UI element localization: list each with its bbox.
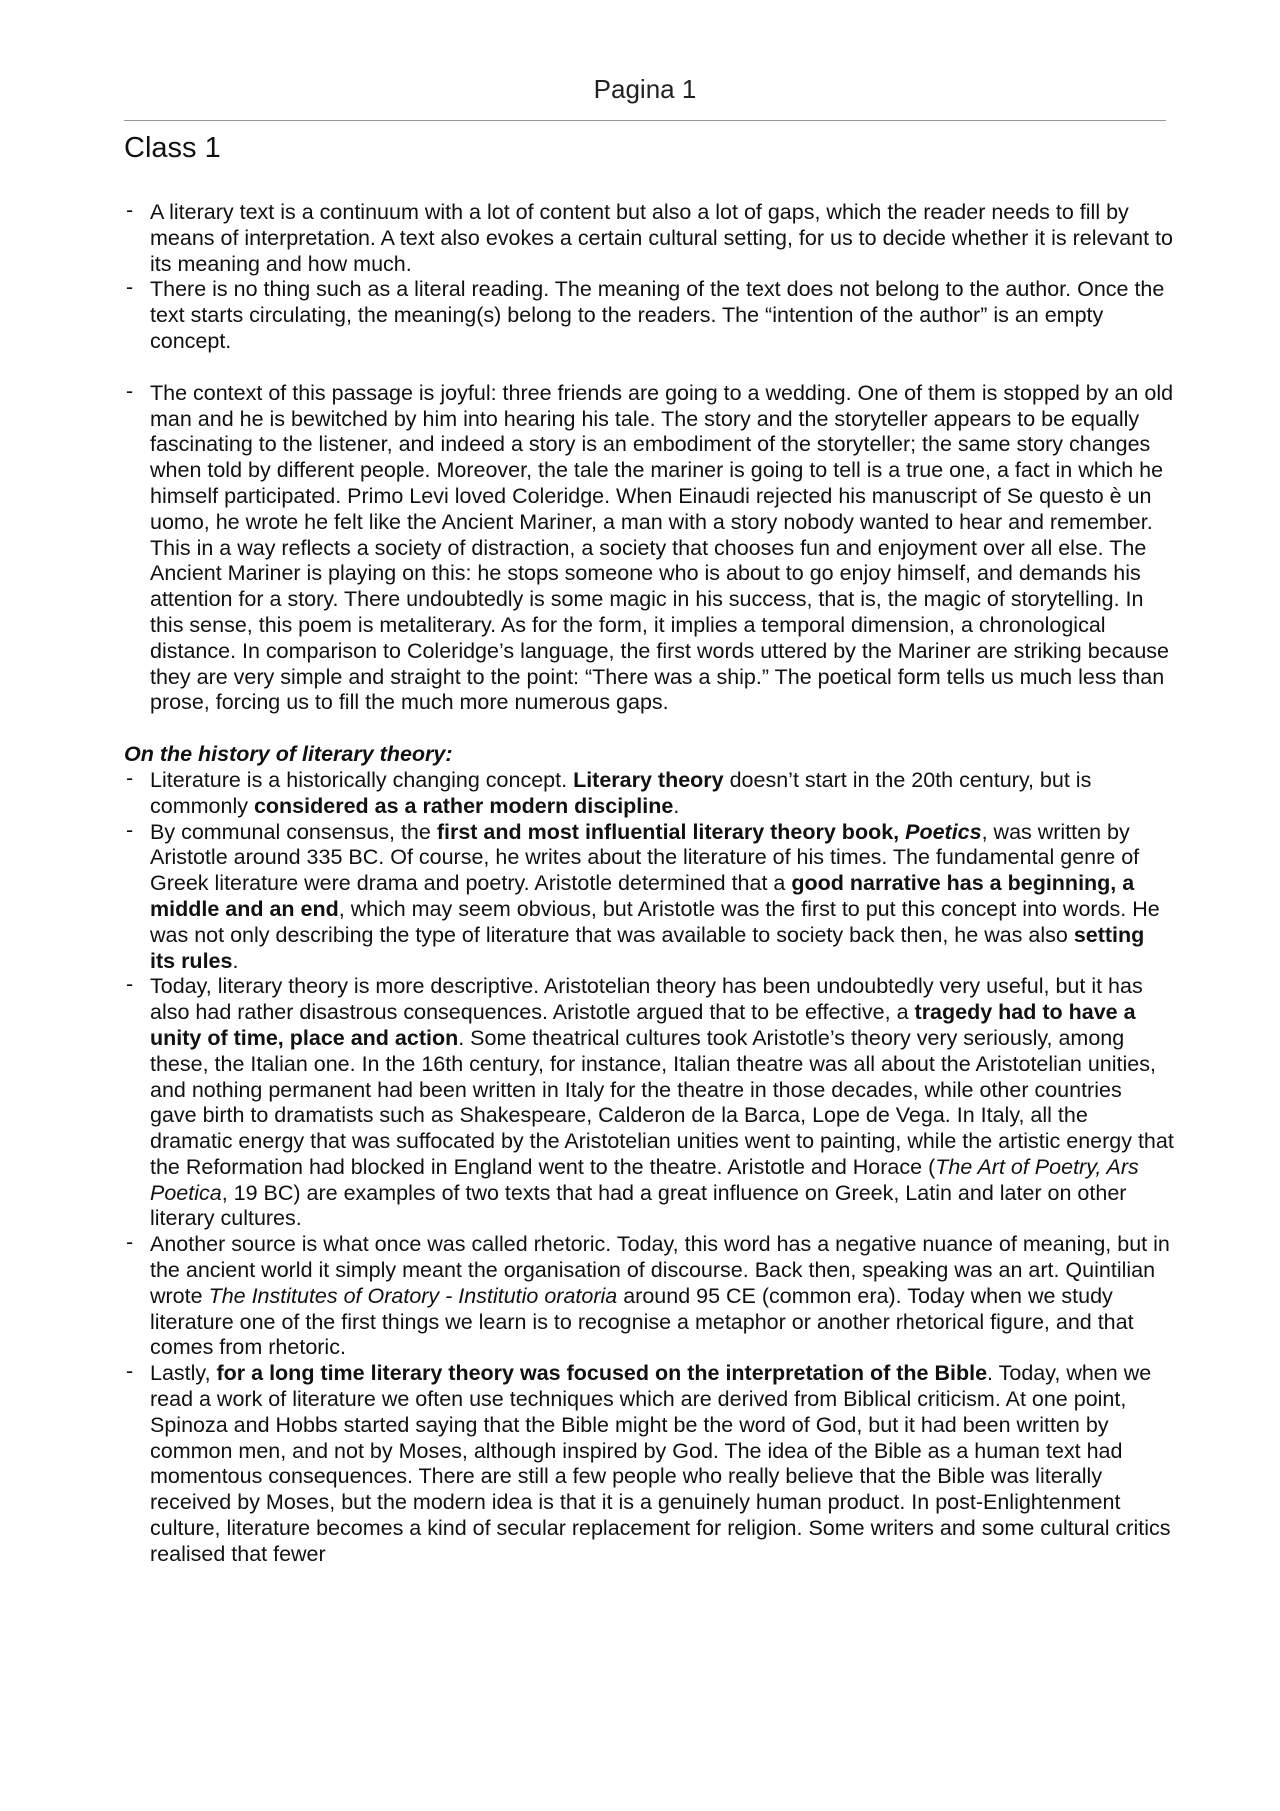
list-item xyxy=(124,277,1174,354)
bold-text: Literary theory xyxy=(573,767,724,792)
item-text: around 95 CE (common era). Today when we study literature one of the first things we learn is to recognise a metaphor or another rhetorical figure, and that comes from rhetoric. xyxy=(150,1283,1134,1360)
page-number-header: Pagina 1 xyxy=(593,74,697,104)
bold-italic-text: Poetics xyxy=(905,819,982,844)
item-text: . Today, when we read a work of literature we often use techniques which are derived from Biblical criticism. At one point, Spinoza and Hobbs started saying that the Bible might be the word of God, but it had been written by common men, and not by Moses, although inspired by God. The idea of the Bible as a human text had momentous consequences. There are still a few people who really believe that the Bible was literally received by Moses, but the modern idea is that it is a genuinely human product. In post-Enlightenment culture, literature becomes a kind of secular replacement for religion. Some writers and some cultural critics realised that fewer xyxy=(150,1361,1171,1566)
item-text: Another source is what once was called rhetoric. Today, this word has a negative nuance of meaning, but in the ancient world it simply meant the organisation of discourse. Back then, speaking was an art. Quintilian wrote xyxy=(150,1232,1170,1308)
item-text: Today, literary theory is more descriptive. Aristotelian theory has been undoubtedly very useful, but it has also had rather disastrous consequences. Aristotle argued that to be effective, a xyxy=(150,974,1143,1025)
bold-text: first and most influential literary theory book, xyxy=(436,819,906,844)
section-heading: On the history of literary theory: xyxy=(124,742,453,767)
list-item xyxy=(124,768,1174,820)
spacer xyxy=(124,355,1174,381)
item-text: There is no thing such as a literal reading. The meaning of the text does not belong to the author. Once the text starts circulating, the meaning(s) belong to the readers. The “intention of the author” is an empty concept. xyxy=(150,277,1165,353)
bold-text: good narrative has a beginning, a middle and an end xyxy=(150,871,1135,921)
item-text: , 19 BC) are examples of two texts that had a great influence on Greek, Latin and later on other literary cultures. xyxy=(150,1180,1127,1231)
item-text: By communal consensus, the xyxy=(150,819,437,844)
italic-text: The Institutes of Oratory - Institutio oratoria xyxy=(208,1283,618,1308)
bold-text: tragedy had to have a unity of time, place and action xyxy=(150,1000,1136,1050)
list-item xyxy=(124,1232,1174,1361)
bold-text: considered as a rather modern discipline xyxy=(253,793,674,818)
spacer xyxy=(124,716,1174,742)
item-text: . xyxy=(673,793,680,818)
item-text: Lastly, xyxy=(150,1361,217,1386)
list-item xyxy=(124,820,1174,975)
item-text: , was written by Aristotle around 335 BC. Of course, he writes about the literature of his times. The fundamental genre of Greek literature were drama and poetry. Aristotle determined that a xyxy=(150,819,1140,896)
item-text: , which may seem obvious, but Aristotle was the first to put this concept into words. He was not only describing the type of literature that was available to society back then, he was also xyxy=(150,896,1160,947)
item-text: . xyxy=(232,948,239,973)
bold-text: setting its rules xyxy=(150,922,1145,973)
italic-text: The Art of Poetry, Ars Poetica xyxy=(150,1154,1139,1205)
item-text: Literature is a historically changing concept. xyxy=(150,767,574,792)
list-item xyxy=(124,200,1174,277)
header-divider xyxy=(124,120,1166,121)
item-text: . Some theatrical cultures took Aristotle’s theory very seriously, among these, the Italian one. In the 16th century, for instance, Italian theatre was all about the Aristotelian unities, and nothing permanent had been written in Italy for the theatre in those decades, while other countries gave birth to dramatists such as Shakespeare, Calderon de la Barca, Lope de Vega. In Italy, all the dramatic energy that was suffocated by the Aristotelian unities went to painting, while the artistic energy that the Reformation had blocked in England went to the theatre. Aristotle and Horace ( xyxy=(150,1025,1174,1179)
intro-list xyxy=(124,200,1174,355)
bold-text: for a long time literary theory was focused on the interpretation of the Bible xyxy=(216,1361,988,1386)
document-body xyxy=(124,200,1174,1568)
document-title: Class 1 xyxy=(124,132,221,164)
passage-list xyxy=(124,381,1174,716)
list-item xyxy=(124,1361,1174,1567)
list-item xyxy=(124,974,1174,1232)
item-text: A literary text is a continuum with a lot of content but also a lot of gaps, which the reader needs to fill by means of interpretation. A text also evokes a certain cultural setting, for us to decide whether it is relevant to its meaning and how much. xyxy=(150,200,1173,276)
item-text: doesn’t start in the 20th century, but is commonly xyxy=(150,767,1092,818)
item-text: The context of this passage is joyful: three friends are going to a wedding. One of them is stopped by an old man and he is bewitched by him into hearing his tale. The story and the storyteller appears to be equally fascinating to the listener, and indeed a story is an embodiment of the storyteller; the same story changes when told by different people. Moreover, the tale the mariner is going to tell is a true one, a fact in which he himself participated. Primo Levi loved Coleridge. When Einaudi rejected his manuscript of Se questo è un uomo, he wrote he felt like the Ancient Mariner, a man with a story nobody wanted to hear and remember. This in a way reflects a society of distraction, a society that chooses fun and enjoyment over all else. The Ancient Mariner is playing on this: he stops someone who is about to go enjoy himself, and demands his attention for a story. There undoubtedly is some magic in his success, that is, the magic of storytelling. In this sense, this poem is metaliterary. As for the form, it implies a temporal dimension, a chronological distance. In comparison to Coleridge’s language, the first words uttered by the Mariner are striking because they are very simple and straight to the point: “There was a ship.” The poetical form tells us much less than prose, forcing us to fill the much more numerous gaps. xyxy=(150,380,1174,715)
history-list xyxy=(124,768,1174,1568)
list-item xyxy=(124,381,1174,716)
